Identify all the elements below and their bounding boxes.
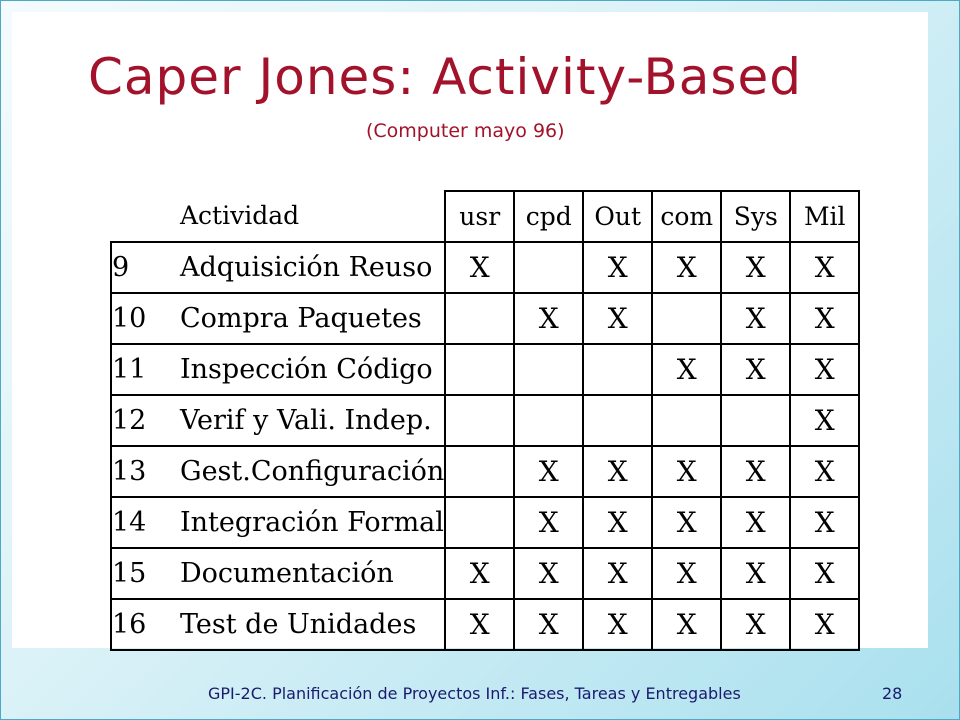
row-mark-out	[582, 343, 651, 394]
row-activity-name: Verif y Vali. Indep.	[180, 394, 444, 445]
table-row	[110, 241, 860, 292]
row-number: 15	[110, 547, 180, 598]
table-row	[110, 445, 860, 496]
row-mark-com: X	[651, 445, 720, 496]
row-number: 12	[110, 394, 180, 445]
header-col-com: com	[651, 190, 720, 241]
header-spacer	[110, 190, 180, 241]
row-mark-com: X	[651, 496, 720, 547]
slide-footer: GPI-2C. Planificación de Proyectos Inf.: Fases, Tareas y Entregables	[208, 684, 741, 703]
row-number: 13	[110, 445, 180, 496]
table-header-row	[110, 190, 860, 241]
row-mark-cpd: X	[513, 547, 582, 598]
row-activity-name: Test de Unidades	[180, 598, 444, 651]
row-mark-out: X	[582, 241, 651, 292]
row-mark-sys: X	[720, 598, 789, 651]
row-number: 14	[110, 496, 180, 547]
row-mark-out: X	[582, 496, 651, 547]
header-activity: Actividad	[180, 201, 300, 230]
row-mark-cpd: X	[513, 598, 582, 651]
row-mark-out: X	[582, 547, 651, 598]
row-mark-mil: X	[789, 598, 860, 651]
header-col-usr: usr	[444, 190, 513, 241]
header-col-sys: Sys	[720, 190, 789, 241]
row-mark-com: X	[651, 241, 720, 292]
row-mark-out	[582, 394, 651, 445]
row-activity-name: Documentación	[180, 547, 444, 598]
row-mark-mil: X	[789, 241, 860, 292]
row-mark-usr: X	[444, 547, 513, 598]
row-mark-out: X	[582, 598, 651, 651]
row-mark-cpd: X	[513, 445, 582, 496]
row-mark-cpd	[513, 343, 582, 394]
row-mark-cpd: X	[513, 496, 582, 547]
row-mark-sys: X	[720, 343, 789, 394]
header-col-out: Out	[582, 190, 651, 241]
row-mark-usr	[444, 496, 513, 547]
row-mark-sys: X	[720, 496, 789, 547]
row-mark-com: X	[651, 547, 720, 598]
row-number: 9	[110, 241, 180, 292]
row-number: 16	[110, 598, 180, 651]
table-row	[110, 292, 860, 343]
row-mark-mil: X	[789, 343, 860, 394]
row-mark-sys: X	[720, 241, 789, 292]
row-mark-usr	[444, 292, 513, 343]
row-mark-out: X	[582, 292, 651, 343]
activity-table	[110, 190, 860, 651]
header-col-cpd: cpd	[513, 190, 582, 241]
row-activity-name: Gest.Configuración	[180, 445, 444, 496]
slide-title: Caper Jones: Activity-Based	[88, 48, 802, 106]
page-number: 28	[882, 684, 903, 703]
row-activity-name: Inspección Código	[180, 343, 444, 394]
row-mark-usr: X	[444, 598, 513, 651]
row-mark-mil: X	[789, 445, 860, 496]
row-mark-sys: X	[720, 445, 789, 496]
table-row	[110, 547, 860, 598]
table-row	[110, 394, 860, 445]
row-mark-cpd: X	[513, 292, 582, 343]
row-mark-sys: X	[720, 547, 789, 598]
row-activity-name: Adquisición Reuso	[180, 241, 444, 292]
row-activity-name: Integración Formal	[180, 496, 444, 547]
row-mark-sys	[720, 394, 789, 445]
header-col-mil: Mil	[789, 190, 860, 241]
row-mark-out: X	[582, 445, 651, 496]
row-mark-usr	[444, 445, 513, 496]
row-mark-cpd	[513, 394, 582, 445]
table-row	[110, 598, 860, 651]
row-mark-usr	[444, 343, 513, 394]
row-mark-usr	[444, 394, 513, 445]
row-number: 11	[110, 343, 180, 394]
row-mark-mil: X	[789, 292, 860, 343]
table-row	[110, 343, 860, 394]
table-row	[110, 496, 860, 547]
row-number: 10	[110, 292, 180, 343]
row-mark-com	[651, 394, 720, 445]
row-mark-sys: X	[720, 292, 789, 343]
row-mark-cpd	[513, 241, 582, 292]
row-mark-com	[651, 292, 720, 343]
row-mark-mil: X	[789, 496, 860, 547]
row-mark-com: X	[651, 343, 720, 394]
row-mark-com: X	[651, 598, 720, 651]
row-activity-name: Compra Paquetes	[180, 292, 444, 343]
row-mark-usr: X	[444, 241, 513, 292]
slide-subtitle: (Computer mayo 96)	[366, 120, 565, 142]
row-mark-mil: X	[789, 394, 860, 445]
row-mark-mil: X	[789, 547, 860, 598]
